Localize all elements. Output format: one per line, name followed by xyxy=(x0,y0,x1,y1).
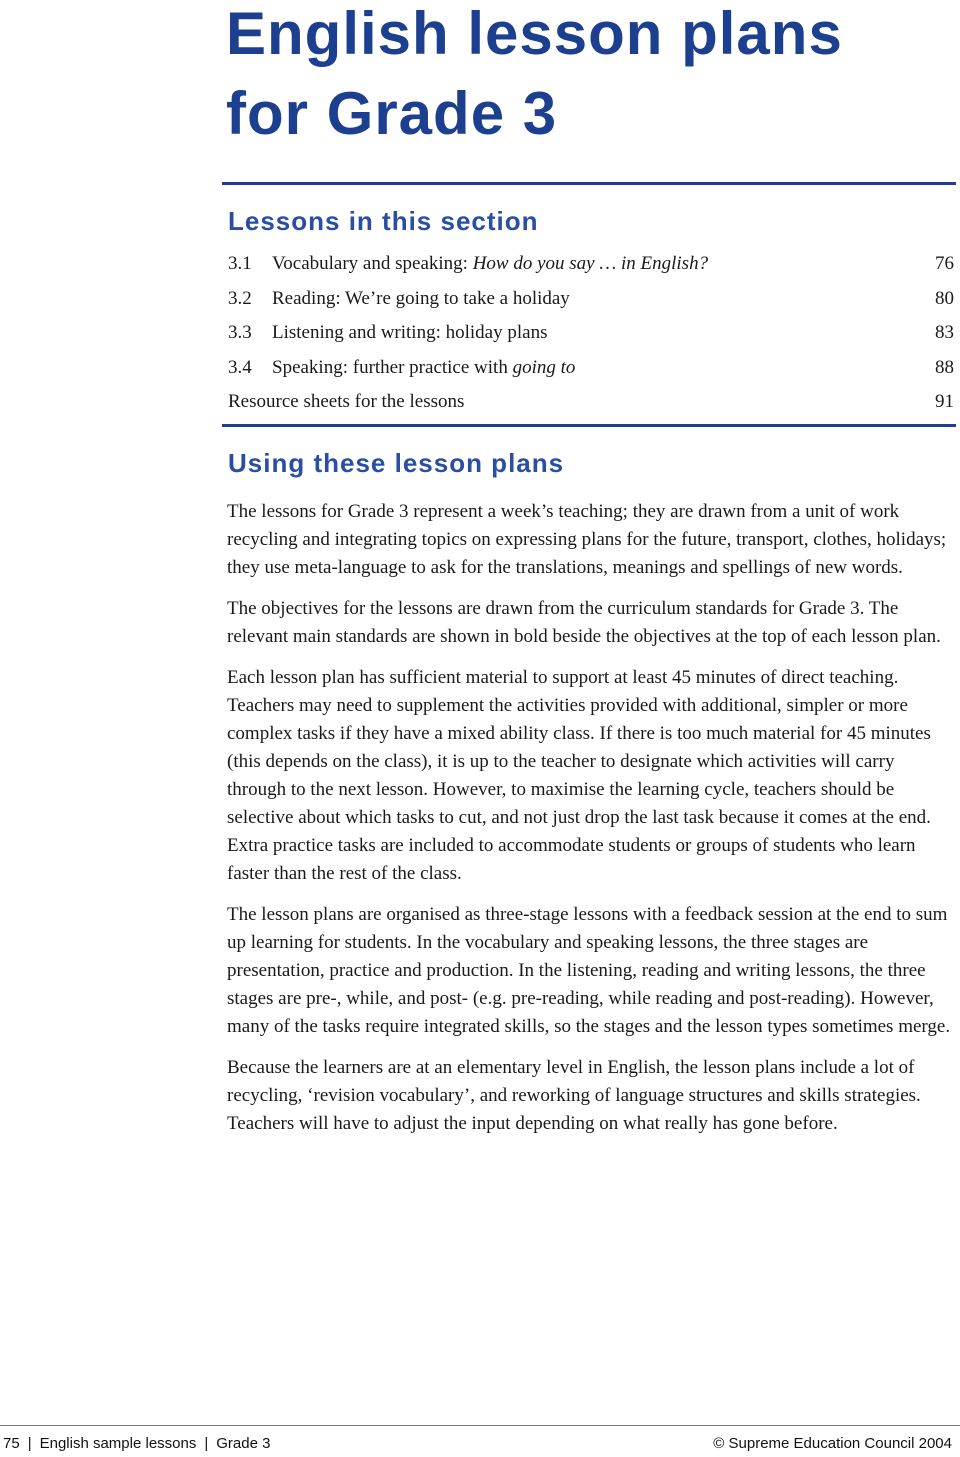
toc-page-number: 80 xyxy=(935,287,954,309)
paragraph: The objectives for the lessons are drawn from the curriculum standards for Grade 3. The relevant main standards are shown in bold beside the objectives at the top of each lesson plan. xyxy=(227,598,941,647)
toc-number: 3.3 xyxy=(228,322,252,343)
footer-left xyxy=(3,1435,270,1452)
page-title-line-2: for Grade 3 xyxy=(226,80,558,147)
footer-divider xyxy=(0,1425,960,1426)
title-divider xyxy=(222,182,956,185)
lessons-heading: Lessons in this section xyxy=(228,206,539,236)
toc-label xyxy=(272,287,914,311)
toc-number: 3.2 xyxy=(228,287,252,309)
footer-copyright: © Supreme Education Council 2004 xyxy=(713,1435,952,1452)
paragraph: The lessons for Grade 3 represent a week’s teaching; they are drawn from a unit of work recycling and integrating topics on expressing plans for the future, transport, clothes, holidays; they use meta-language to ask for the translations, meanings and spellings of new words. xyxy=(227,501,947,578)
toc-label-italic: How do you say … in English? xyxy=(472,253,709,274)
toc-number: 3.4 xyxy=(228,356,252,378)
page-title-line-1: English lesson plans xyxy=(226,0,843,67)
footer-book-title: English sample lessons xyxy=(39,1435,197,1452)
toc-label xyxy=(272,252,914,276)
toc-label-text: Vocabulary and speaking: xyxy=(272,253,473,274)
toc-row-3-3[interactable] xyxy=(228,321,954,356)
footer-separator: | xyxy=(204,1435,209,1452)
using-lesson-plans-heading: Using these lesson plans xyxy=(228,448,565,478)
toc-label xyxy=(272,356,914,380)
lessons-table-of-contents xyxy=(228,252,954,425)
toc-divider xyxy=(222,424,956,427)
footer-page-number: 75 xyxy=(3,1435,20,1452)
toc-page-number: 88 xyxy=(935,356,954,378)
toc-label: Resource sheets for the lessons xyxy=(228,391,465,412)
toc-label-text: Listening and writing: holiday plans xyxy=(272,322,548,343)
page-title xyxy=(226,0,843,154)
paragraph: The lesson plans are organised as three-stage lessons with a feedback session at the end to sum up learning for students. In the vocabulary and speaking lessons, the three stages are presentation, practice and production. In the listening, reading and writing lessons, the three stages are pre-, while, and post- (e.g. pre-reading, while reading and post-reading). However, many of the tasks require integrated skills, so the stages and the lesson types sometimes merge. xyxy=(227,904,951,1037)
toc-label-italic: going to xyxy=(512,356,576,378)
toc-label-text: Reading: We’re going to take a holiday xyxy=(272,287,570,309)
toc-page-number: 83 xyxy=(935,322,954,343)
toc-row-3-4[interactable] xyxy=(228,356,954,391)
toc-row-resources[interactable] xyxy=(228,390,954,425)
footer-separator: | xyxy=(27,1435,32,1452)
toc-label-text: Speaking: further practice with xyxy=(272,356,513,378)
paragraph: Each lesson plan has sufficient material to support at least 45 minutes of direct teaching. Teachers may need to supplement the activities provided with additional, simpler or more complex tasks if they have a mixed ability class. If there is too much material for 45 minutes (this depends on the class), it is up to the teacher to designate which activities will carry through to the next lesson. However, to maximise the learning cycle, teachers should be selective about which tasks to cut, and not just drop the last task because it comes at the end. Extra practice tasks are included to accommodate students or groups of students who learn faster than the rest of the class. xyxy=(227,667,931,884)
toc-page-number: 91 xyxy=(935,391,954,412)
toc-row-3-2[interactable] xyxy=(228,287,954,322)
page-footer xyxy=(0,1425,960,1457)
paragraph: Because the learners are at an elementary level in English, the lesson plans include a lot of recycling, ‘revision vocabulary’, and reworking of language structures and skills strategies. Teachers will have to adjust the input depending on what really has gone before. xyxy=(227,1057,921,1134)
toc-page-number: 76 xyxy=(935,253,954,274)
body-text xyxy=(227,498,955,1151)
footer-grade: Grade 3 xyxy=(216,1435,271,1452)
toc-label xyxy=(272,321,914,345)
toc-number: 3.1 xyxy=(228,253,252,274)
toc-row-3-1[interactable] xyxy=(228,252,954,287)
